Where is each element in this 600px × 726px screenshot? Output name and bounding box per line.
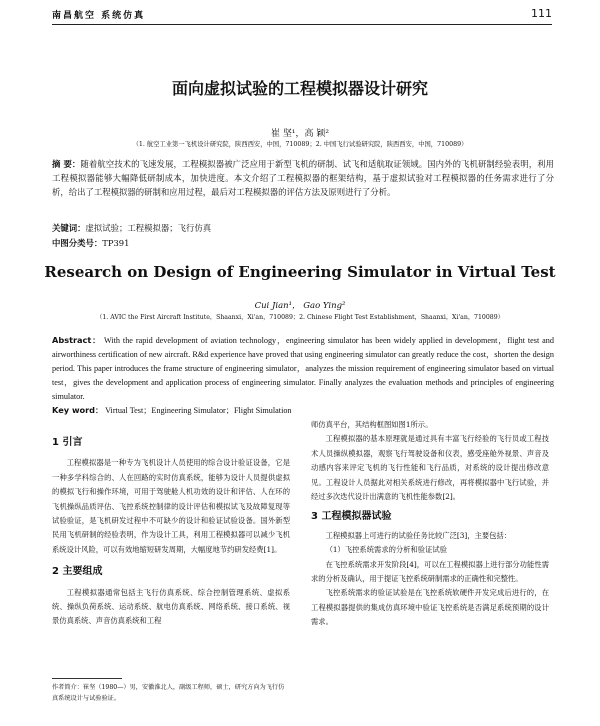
authors-english: Cui Jian¹， Gao Ying² xyxy=(254,301,346,311)
keywords-chinese xyxy=(52,222,211,234)
authors-chinese: 崔 坚¹，高 颖² xyxy=(271,129,329,139)
abstract-chinese-label: 摘 要： xyxy=(52,159,81,169)
classification-number xyxy=(52,237,129,249)
abstract-english-text: With the rapid development of aviation technology，engineering simulator has been widely applied in development，flight test and airworthiness certification of new aircraft. R&d experience have proved that using engineering simulator can greatly reduce the cost，shorten the design period. This paper introduces the frame structure of engineering simulator，analyzes the mission requirement of engineering simulator based on virtual test，gives the development and application process of engineering simulator. Finally analyzes the evaluation methods and principles of engineering simulator. xyxy=(52,336,554,402)
affiliation-chinese: （1. 航空工业第一飞机设计研究院，陕西西安，中国，710089；2. 中国飞行试验研究院，陕西西安，中国，710089） xyxy=(132,141,468,148)
page-number: 111 xyxy=(531,7,552,20)
title-chinese: 面向虚拟试验的工程模拟器设计研究 xyxy=(171,79,428,98)
section-3-heading: 3 工程模拟器试验 xyxy=(311,511,392,523)
title-english: Research on Design of Engineering Simulator in Virtual Test xyxy=(44,263,556,281)
section-2-heading: 2 主要组成 xyxy=(52,566,103,578)
affiliation-english: （1. AVIC the First Aircraft Institute，Shaanxi，Xi'an，710089；2. Chinese Flight Test Establishment，Shaanxi，Xi'an，710089） xyxy=(96,314,504,321)
keywords-english-text: Virtual Test；Engineering Simulator；Flight Simulation xyxy=(105,406,292,415)
keywords-english xyxy=(52,405,292,416)
keywords-chinese-label: 关键词： xyxy=(52,223,86,233)
section-1-paragraph: 工程模拟器是一种专为飞机设计人员使用的综合设计验证设备，它是一种多学科综合的、人在回路的实时仿真系统，能够为设计人员提供虚拟的模拟飞行和操作环境，可用于驾驶舱人机功效的设计和评估、人在环的飞机操纵品质评估、飞控系统控制律的设计评估和模拟试飞及故障复现等试验验证，是飞机研发过程中不可缺少的设计和验证试验设备。国外新型民用飞机研制的经验表明，作为设计工具，利用工程模拟器可以减少飞机系统设计风险，可以有效地缩短研发周期，大幅度地节约研发经费[1]。 xyxy=(52,458,290,554)
abstract-chinese-text: 随着航空技术的飞速发展，工程模拟器被广泛应用于新型飞机的研制、试飞和适航取证领域。国内外的飞机研制经验表明，利用工程模拟器能够大幅降低研制成本，加快进度。本文介绍了工程模拟器的框架结构，基于虚拟试验对工程模拟器的任务需求进行了分析，给出了工程模拟器的研制和应用过程，最后对工程模拟器的评估方法及原则进行了分析。 xyxy=(52,159,555,197)
right-paragraph-5: 飞控系统需求的验证试验是在飞控系统软硬件开发完成后进行的，在工程模拟器提供的集成仿真环境中验证飞控系统是否满足系统预期的设计需求。 xyxy=(311,588,549,627)
right-paragraph-3: 工程模拟器上可进行的试验任务比较广泛[3]，主要包括： xyxy=(325,530,512,540)
abstract-chinese xyxy=(52,157,554,199)
section-2-paragraph: 工程模拟器通常包括主飞行仿真系统、综合控制管理系统、虚拟系统、操纵负荷系统、运动系统、航电仿真系统、网络系统、接口系统、视景仿真系统、声音仿真系统和工程 xyxy=(52,587,290,626)
abstract-english-label: Abstract： xyxy=(52,335,102,345)
right-paragraph-1: 师仿真平台，其结构框图如图1所示。 xyxy=(311,420,433,429)
classification-value: TP391 xyxy=(102,238,130,248)
keywords-english-label: Key word： xyxy=(52,405,104,415)
classification-label: 中图分类号： xyxy=(52,238,103,248)
subsection-3-1-heading: （1）飞控系统需求的分析和验证试验 xyxy=(325,545,447,555)
running-header xyxy=(52,8,552,25)
abstract-english xyxy=(52,333,554,404)
right-paragraph-2: 工程模拟器的基本原理就是通过具有丰富飞行经验的飞行员或工程技术人员操纵模拟器，观察飞行驾驶设备和仪表，感受座舱外视景、声音及动感内容来评定飞机的飞行性能和飞行品质，对系统的设计提出修改意见。工程设计人员据此对相关系统进行修改，再将模拟器中飞行试验，并经过多次迭代设计出满意的飞机性能参数[2]。 xyxy=(311,434,549,502)
footnote-rule xyxy=(52,678,122,679)
right-paragraph-4: 在飞控系统需求开发阶段[4]，可以在工程模拟器上进行部分功能性需求的分析及确认，用于提证飞控系统研制需求的正确性和完整性。 xyxy=(311,559,549,584)
body-column-left xyxy=(52,418,290,629)
author-footnote: 作者简介：崔坚（1980—）男，安徽淮北人，副级工程师，硕士，研究方向为飞行仿真系统设计与试验验证。 xyxy=(52,684,285,702)
section-1-heading: 1 引言 xyxy=(52,437,83,448)
keywords-chinese-text: 虚拟试验；工程模拟器；飞行仿真 xyxy=(85,223,212,233)
body-column-right xyxy=(311,418,549,630)
journal-name: 南昌航空 系统仿真 xyxy=(52,11,146,21)
